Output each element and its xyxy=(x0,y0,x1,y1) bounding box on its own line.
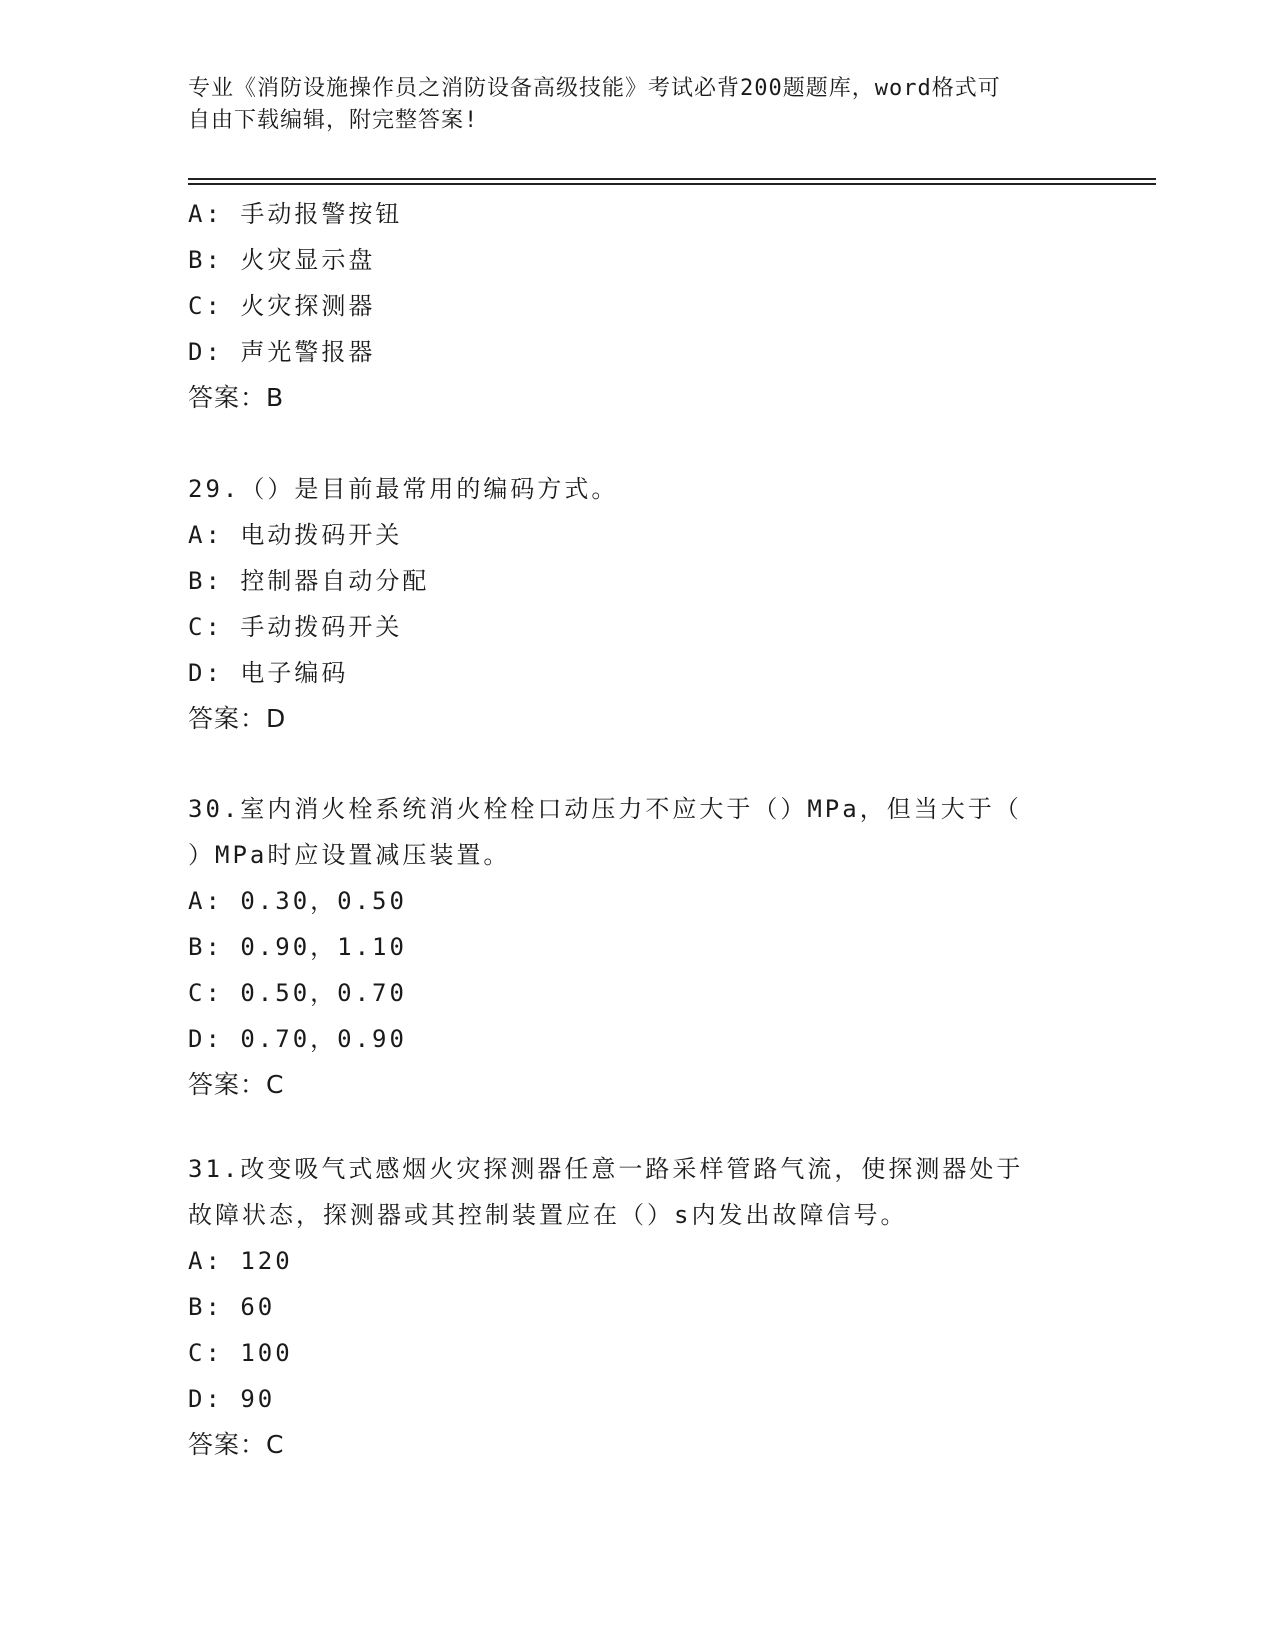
option-d: D: 0.70，0.90 xyxy=(188,1025,407,1053)
option-d: D: 90 xyxy=(188,1385,276,1413)
option-c: C: 0.50，0.70 xyxy=(188,979,407,1007)
question-29 xyxy=(188,466,1088,742)
option-b: B: 60 xyxy=(188,1293,276,1321)
question-28 xyxy=(188,191,1088,421)
header-line-1: 专业《消防设施操作员之消防设备高级技能》考试必背200题题库，word格式可 xyxy=(188,76,1001,101)
header-divider-top xyxy=(188,178,1156,180)
question-stem-line-2: 故障状态，探测器或其控制装置应在（）s内发出故障信号。 xyxy=(188,1201,908,1229)
document-header xyxy=(188,73,1068,137)
option-a: A: 电动拨码开关 xyxy=(188,521,403,549)
header-line-2: 自由下载编辑，附完整答案! xyxy=(188,108,479,133)
answer: 答案：D xyxy=(188,704,287,733)
answer: 答案：B xyxy=(188,383,285,412)
question-stem-line-2: ）MPa时应设置减压装置。 xyxy=(188,841,511,869)
question-stem-line-1: 30.室内消火栓系统消火栓栓口动压力不应大于（）MPa，但当大于（ xyxy=(188,795,1022,823)
option-b: B: 火灾显示盘 xyxy=(188,246,376,274)
option-d: D: 电子编码 xyxy=(188,659,349,687)
option-b: B: 控制器自动分配 xyxy=(188,567,430,595)
question-stem: 29.（）是目前最常用的编码方式。 xyxy=(188,475,619,503)
option-c: C: 火灾探测器 xyxy=(188,292,376,320)
header-divider-bottom xyxy=(188,183,1156,185)
question-30 xyxy=(188,786,1088,1108)
answer: 答案：C xyxy=(188,1070,285,1099)
question-stem-line-1: 31.改变吸气式感烟火灾探测器任意一路采样管路气流，使探测器处于 xyxy=(188,1155,1024,1183)
option-a: A: 手动报警按钮 xyxy=(188,200,403,228)
option-a: A: 0.30，0.50 xyxy=(188,887,407,915)
question-31 xyxy=(188,1146,1088,1468)
option-a: A: 120 xyxy=(188,1247,293,1275)
option-b: B: 0.90，1.10 xyxy=(188,933,407,961)
option-c: C: 手动拨码开关 xyxy=(188,613,403,641)
answer: 答案：C xyxy=(188,1430,285,1459)
option-d: D: 声光警报器 xyxy=(188,338,376,366)
option-c: C: 100 xyxy=(188,1339,293,1367)
